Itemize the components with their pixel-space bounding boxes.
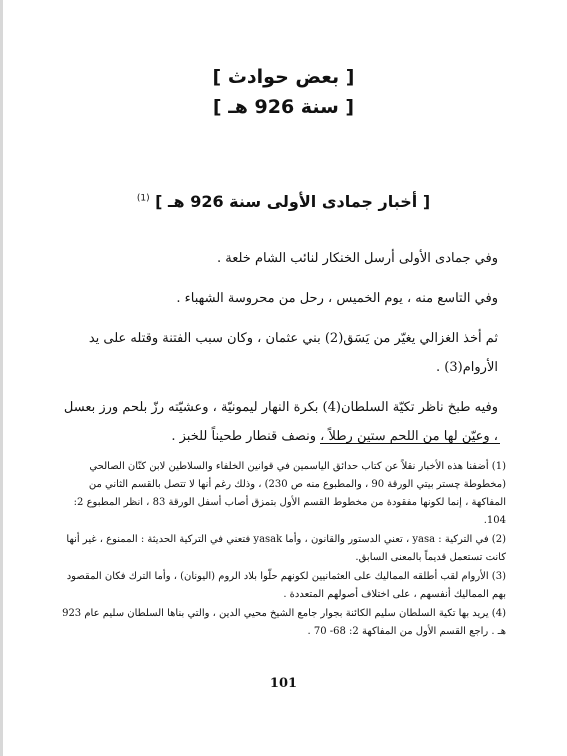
body-text [62,244,498,462]
chapter-header [0,62,567,122]
body-paragraph: ثم أخذ الغزالي يغيّر من يَسَق(2) بني عثمان ، وكان سبب الفتنة وقتله على يد الأروام(3) . [88,331,498,375]
section-title-note-ref: (1) [136,193,150,204]
body-paragraph: وفي التاسع منه ، يوم الخميس ، رحل من محروسة الشهباء . [176,291,498,306]
chapter-header-line-2: [ سنة 926 هـ ] [212,96,355,118]
footnote: (4) يريد بها تكية السلطان سليم الكائنة بجوار جامع الشيخ محيي الدين ، والتي بناها السلطان سليم عام 923 هـ . راجع القسم الأول من المفاكهة 2: 68- 70 . [62,608,506,637]
footnote: (2) في التركية : yasa ، تعني الدستور والقانون ، وأما yasak فتعني في التركية الحديثة : الممنوع ، غير أنها كانت تستعمل قديماً بالمعنى السابق. [66,534,506,563]
footnote: (1) أضفنا هذه الأخبار نقلاً عن كتاب حدائق الياسمين في قوانين الخلفاء والسلاطين لابن كنّان الصالحي (مخطوطة چستر بيتي الورقة 90 ، والمطبوع منه ص 230) ، وذلك رغم أنها لا تتصل بالقسم الثاني من المفاكهة ، إنما لكونها مفقودة من مخطوط القسم الأول بتمزق أصاب أسفل الورقة 83 ، انظر المطبوع 2: 104. [73,461,506,526]
section-title [0,192,567,211]
page-number: 101 [269,676,298,691]
footnote: (3) الأروام لقب أطلقه المماليك على العثمانيين لكونهم حلّوا بلاد الروم (اليونان) ، وأما الترك فكان المقصود بهم المماليك أنفسهم ، على اختلاف أصولهم المتعددة . [66,571,506,600]
chapter-header-line-1: [ بعض حوادث ] [212,66,355,88]
footnote-separator [320,443,500,444]
footnotes [60,458,506,642]
body-paragraph: وفيه طبخ ناظر تكيّة السلطان(4) بكرة النهار ليمونيّة ، وعشيّته رزّ بلحم ورز بعسل ، وعيّن لها من اللحم ستين رطلاً ، ونصف قنطار طحيناً للخبز . [63,400,498,444]
body-paragraph: وفي جمادى الأولى أرسل الخنكار لنائب الشام خلعة . [216,251,498,266]
section-title-text: [ أخبار جمادى الأولى سنة 926 هـ ] [155,192,431,211]
